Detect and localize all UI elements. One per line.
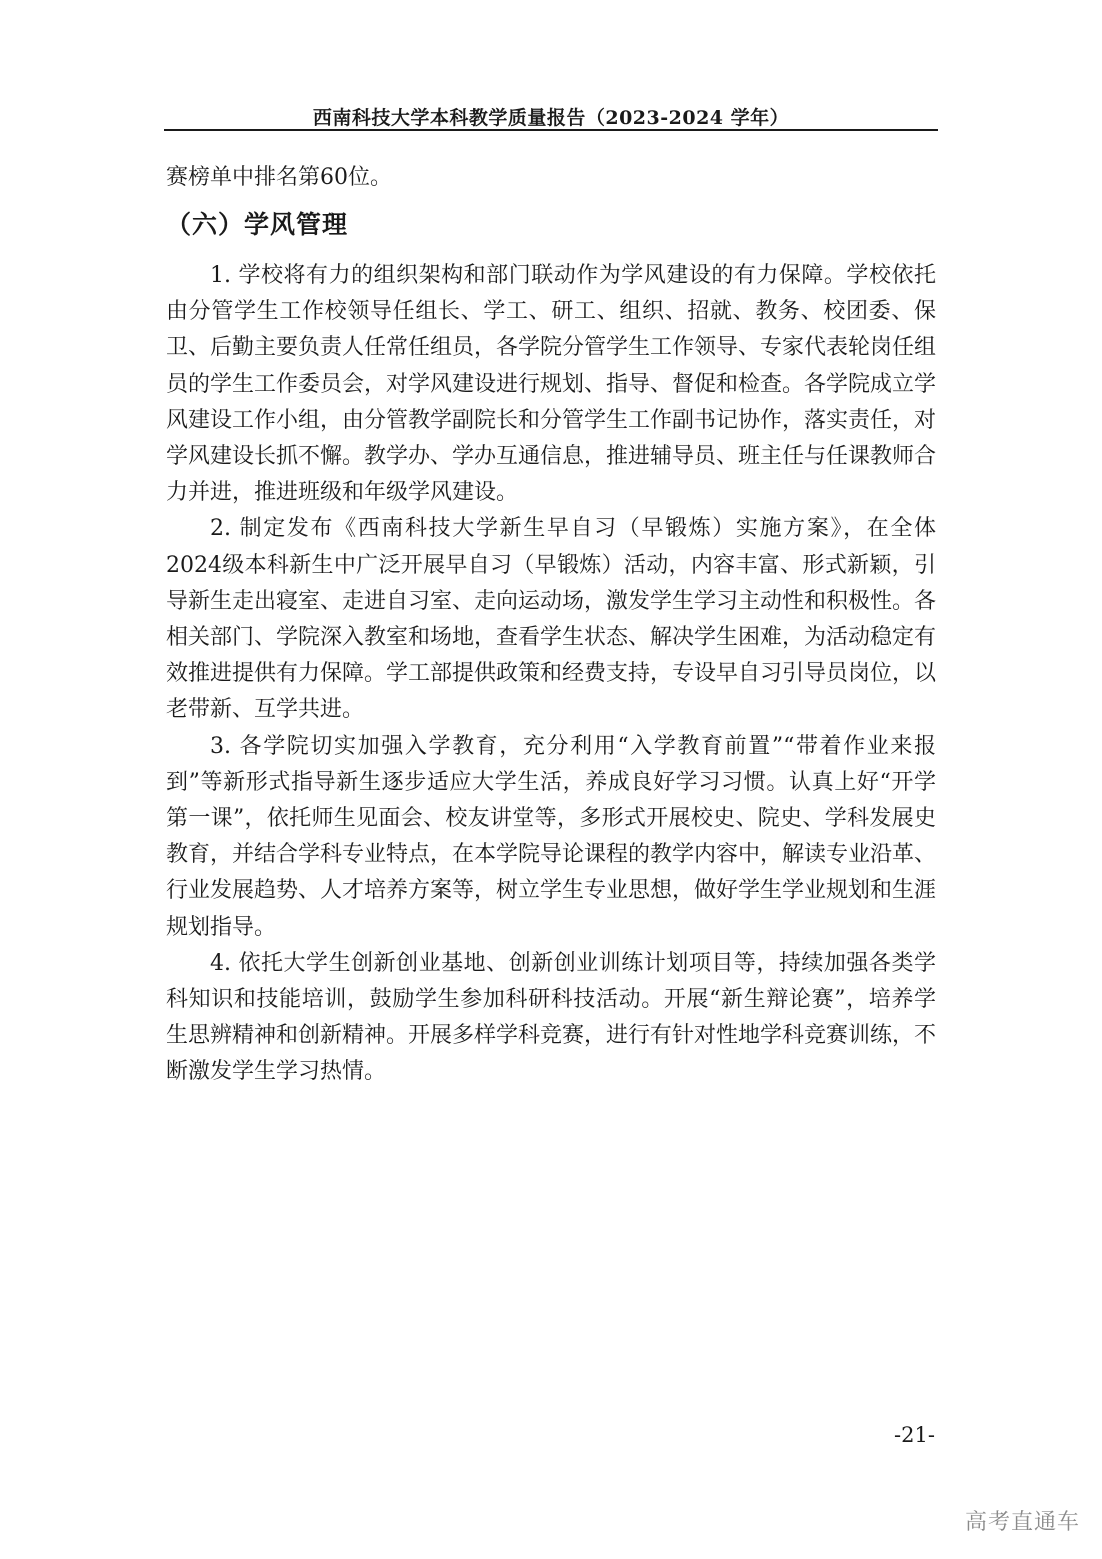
paragraph-1: 1. 学校将有力的组织架构和部门联动作为学风建设的有力保障。学校依托由分管学生工作校领导任组长、学工、研工、组织、招就、教务、校团委、保卫、后勤主要负责人任常任组员，各学院分管学生工作领导、专家代表轮岗任组员的学生工作委员会，对学风建设进行规划、指导、督促和检查。各学院成立学风建设工作小组，由分管教学副院长和分管学生工作副书记协作，落实责任，对学风建设长抓不懈。教学办、学办互通信息，推进辅导员、班主任与任课教师合力并进，推进班级和年级学风建设。 [166, 263, 937, 506]
continuation-text: 赛榜单中排名第60位。 [166, 165, 392, 190]
page-number: -21- [894, 1423, 935, 1447]
page-content [166, 160, 936, 1091]
header-rule [164, 129, 938, 131]
paragraph-3: 3. 各学院切实加强入学教育，充分利用“入学教育前置”“带着作业来报到”等新形式指导新生逐步适应大学生活，养成良好学习习惯。认真上好“开学第一课”，依托师生见面会、校友讲堂等，多形式开展校史、院史、学科发展史教育，并结合学科专业特点，在本学院导论课程的教学内容中，解读专业沿革、行业发展趋势、人才培养方案等，树立学生专业思想，做好学生学业规划和生涯规划指导。 [166, 733, 937, 940]
paragraph-4: 4. 依托大学生创新创业基地、创新创业训练计划项目等，持续加强各类学科知识和技能培训，鼓励学生参加科研科技活动。开展“新生辩论赛”，培养学生思辨精神和创新精神。开展多样学科竞赛，进行有针对性地学科竞赛训练，不断激发学生学习热情。 [166, 950, 937, 1085]
watermark: 高考直通车 [965, 1510, 1081, 1535]
section-heading: （六）学风管理 [166, 210, 349, 239]
running-header: 西南科技大学本科教学质量报告（2023-2024 学年） [312, 107, 790, 129]
paragraph-2: 2. 制定发布《西南科技大学新生早自习（早锻炼）实施方案》，在全体2024级本科新生中广泛开展早自习（早锻炼）活动，内容丰富、形式新颖，引导新生走出寝室、走进自习室、走向运动场，激发学生学习主动性和积极性。各相关部门、学院深入教室和场地，查看学生状态、解决学生困难，为活动稳定有效推进提供有力保障。学工部提供政策和经费支持，专设早自习引导员岗位，以老带新、互学共进。 [166, 516, 937, 723]
